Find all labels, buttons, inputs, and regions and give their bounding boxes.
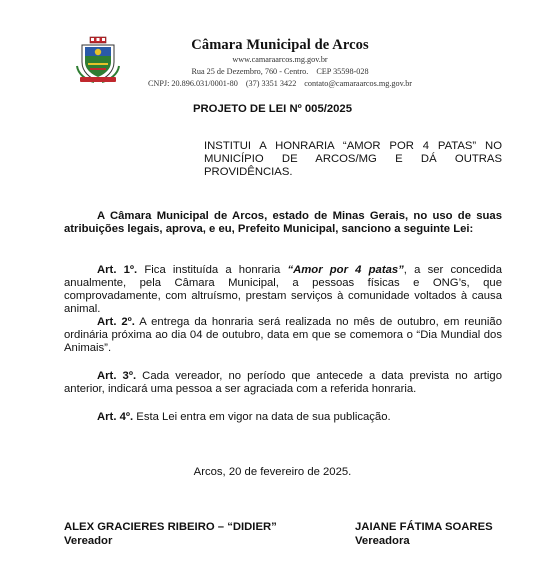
article-1 bbox=[64, 264, 502, 316]
ementa-line-3: PROVIDÊNCIAS. bbox=[204, 166, 293, 178]
article-label: Art. 3º. bbox=[97, 370, 137, 382]
place-date: Arcos, 20 de fevereiro de 2025. bbox=[193, 466, 352, 478]
ementa-line-2: MUNICÍPIO DE ARCOS/MG E DÁ OUTRAS bbox=[204, 153, 502, 165]
article-3 bbox=[64, 370, 502, 396]
contact-email: contato@camaraarcos.mg.gov.br bbox=[304, 79, 413, 88]
article-text: Esta Lei entra em vigor na data de sua publicação. bbox=[133, 411, 391, 423]
municipal-crest-icon bbox=[76, 36, 120, 84]
article-text: A entrega da honraria será realizada no mês de outubro, em reunião ordinária próxima ao dia 04 de outubro, data em que se comemora o “Dia Mundial dos Animais”. bbox=[64, 316, 502, 354]
cnpj: CNPJ: 20.896.031/0001-80 bbox=[147, 79, 238, 88]
ementa-line-1: INSTITUI A HONRARIA “AMOR POR 4 PATAS” NO bbox=[204, 140, 502, 152]
cep: CEP 35598-028 bbox=[316, 67, 369, 76]
article-2 bbox=[64, 316, 502, 355]
article-text: , a ser concedida anualmente, pela Câmara Municipal, a pessoas físicas e ONG’s, que comprovadamente, com altruísmo, prestam serviços à comunidade voltados à causa animal. bbox=[64, 264, 502, 315]
phone: (37) 3351 3422 bbox=[245, 79, 297, 88]
signature-block bbox=[355, 520, 493, 548]
article-text: Cada vereador, no período que antecede a data prevista no artigo anterior, indicará uma pessoa a ser agraciada com a referida honraria. bbox=[64, 370, 502, 395]
signature-block bbox=[64, 520, 277, 548]
signer-name: JAIANE FÁTIMA SOARES bbox=[355, 521, 493, 533]
article-label: Art. 4º. bbox=[97, 411, 134, 423]
article-4 bbox=[64, 411, 502, 424]
preamble-text: A Câmara Municipal de Arcos, estado de Minas Gerais, no uso de suas atribuições legais, aprova, e eu, Prefeito Municipal, sanciono a seguinte Lei: bbox=[64, 210, 502, 235]
signer-role: Vereador bbox=[64, 535, 113, 547]
article-label: Art. 1º. bbox=[97, 264, 138, 276]
letterhead bbox=[124, 36, 436, 90]
article-label: Art. 2º. bbox=[97, 316, 135, 328]
articles bbox=[64, 264, 502, 424]
address-line bbox=[124, 66, 436, 78]
honor-name: “Amor por 4 patas” bbox=[287, 264, 404, 276]
article-text: Fica instituída a honraria bbox=[137, 264, 288, 276]
document-title: PROJETO DE LEI Nº 005/2025 bbox=[192, 103, 352, 115]
signer-role: Vereadora bbox=[355, 535, 410, 547]
org-name: Câmara Municipal de Arcos bbox=[191, 37, 369, 53]
signer-name: ALEX GRACIERES RIBEIRO – “DIDIER” bbox=[64, 521, 277, 533]
ementa bbox=[204, 140, 502, 179]
website: www.camaraarcos.mg.gov.br bbox=[232, 55, 328, 64]
preamble bbox=[64, 210, 502, 236]
contact-line bbox=[124, 78, 436, 90]
address: Rua 25 de Dezembro, 760 - Centro. bbox=[191, 67, 309, 76]
